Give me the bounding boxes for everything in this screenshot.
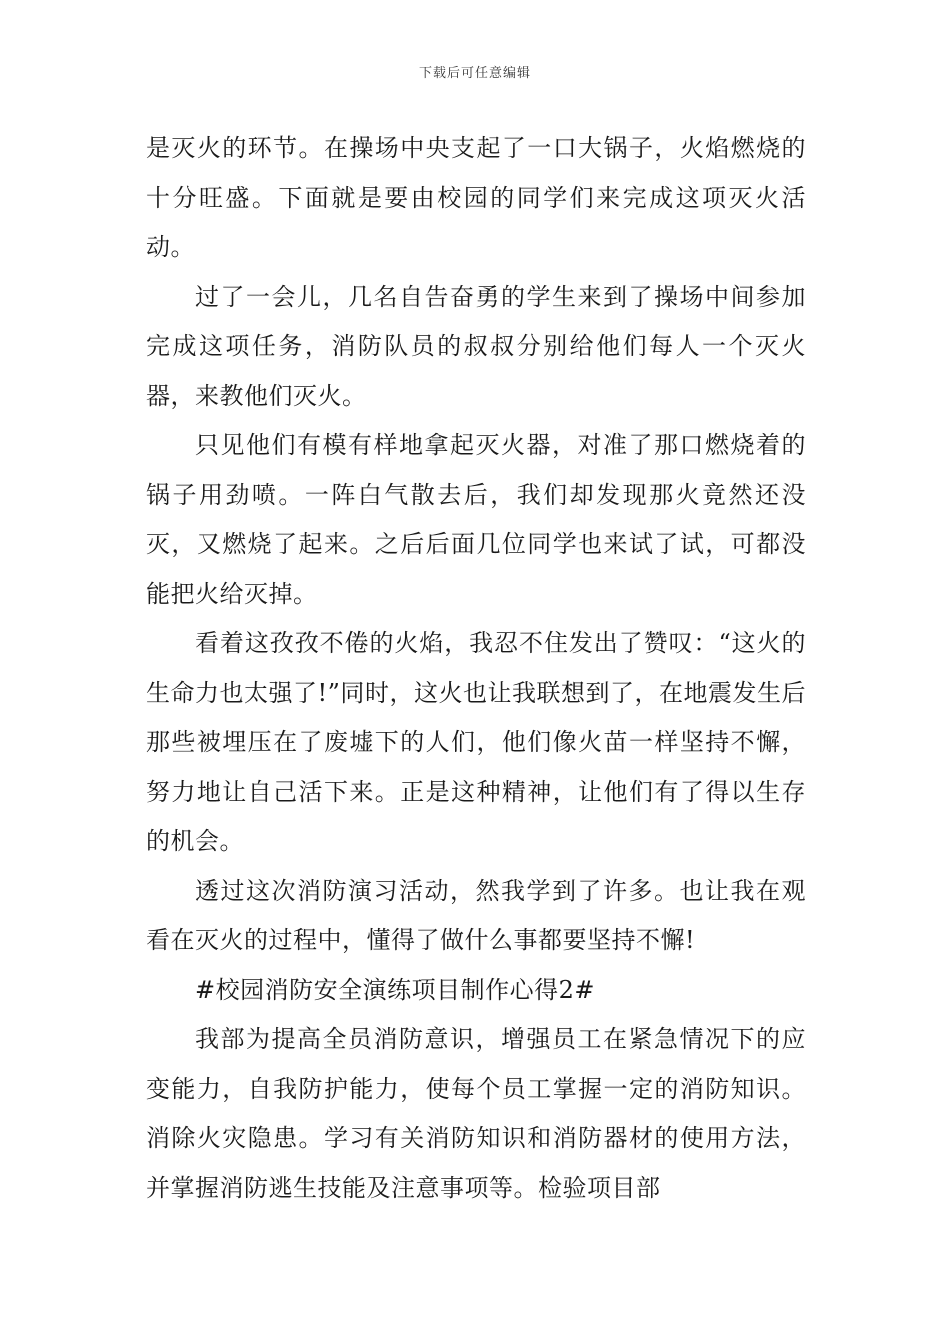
page-header: 下载后可任意编辑	[418, 66, 531, 81]
paragraph-4: 看着这孜孜不倦的火焰，我忍不住发出了赞叹：“这火的生命力也太强了!”同时，这火也让我联想到了，在地震发生后那些被埋压在了废墟下的人们，他们像火苗一样坚持不懈，努力地让自己活下来。正是这种精神，让他们有了得以生存的机会。	[146, 629, 806, 855]
paragraph-1: 是灭火的环节。在操场中央支起了一口大锅子，火焰燃烧的十分旺盛。下面就是要由校园的同学们来完成这项灭火活动。	[146, 134, 806, 261]
paragraph-5: 透过这次消防演习活动，然我学到了许多。也让我在观看在灭火的过程中，懂得了做什么事都要坚持不懈!	[146, 876, 806, 954]
paragraph-6: 我部为提高全员消防意识，增强员工在紧急情况下的应变能力，自我防护能力，使每个员工掌握一定的消防知识。消除火灾隐患。学习有关消防知识和消防器材的使用方法，并掌握消防逃生技能及注意事项等。检验项目部	[146, 1025, 806, 1202]
document-body	[146, 124, 806, 1213]
paragraph-3: 只见他们有模有样地拿起灭火器，对准了那口燃烧着的锅子用劲喷。一阵白气散去后，我们却发现那火竟然还没灭，又燃烧了起来。之后后面几位同学也来试了试，可都没能把火给灭掉。	[146, 431, 806, 608]
paragraph-2: 过了一会儿，几名自告奋勇的学生来到了操场中间参加完成这项任务，消防队员的叔叔分别给他们每人一个灭火器，来教他们灭火。	[146, 282, 806, 410]
section-heading: #校园消防安全演练项目制作心得2#	[195, 975, 595, 1004]
